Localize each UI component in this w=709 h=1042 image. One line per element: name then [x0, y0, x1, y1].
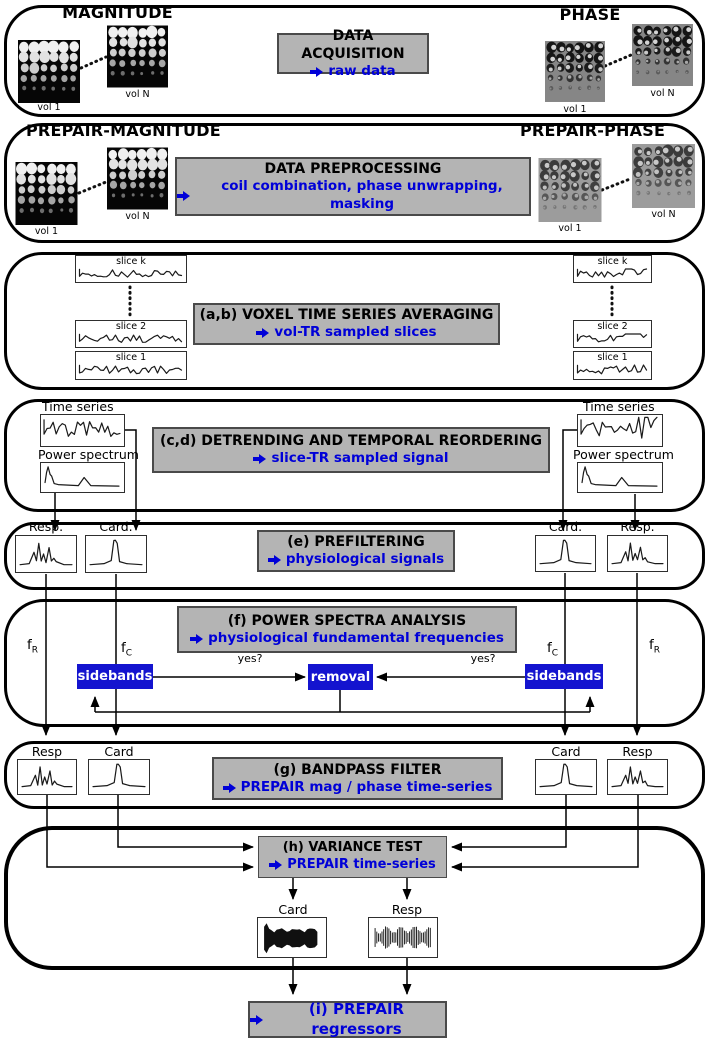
- arrow-right-icon: [190, 634, 203, 644]
- card-filtered-box: [88, 759, 150, 795]
- data-acquisition-box: [277, 27, 429, 79]
- arrow-right-icon: [177, 191, 190, 201]
- box-title: DATA ACQUISITION: [301, 27, 405, 62]
- arrow-right-icon: [269, 860, 282, 870]
- box-subtitle: coil combination, phase unwrapping, masking: [221, 178, 503, 212]
- power-spectrum-label: Power spectrum: [38, 447, 139, 462]
- power-spectrum-waveform: [578, 463, 662, 492]
- prepair-magnitude-title: PREPAIR-MAGNITUDE: [26, 121, 221, 140]
- card-filtered-waveform: [536, 760, 596, 794]
- time-series-label: Time series: [583, 399, 655, 414]
- slice-waveform: [76, 332, 186, 347]
- bandpass-box: [212, 757, 503, 800]
- resp-filtered-waveform: [608, 760, 667, 794]
- phase-title: PHASE: [559, 5, 621, 24]
- power-spectrum-label: Power spectrum: [573, 447, 674, 462]
- data-preprocessing-box: [175, 157, 531, 216]
- f-card-label-left: $f_C$: [121, 640, 133, 659]
- resp-filtered-box: [17, 759, 77, 795]
- box-subtitle: PREPAIR time-series: [287, 857, 436, 872]
- box-subtitle: physiological signals: [285, 551, 445, 568]
- prefiltering-box: [257, 530, 455, 572]
- resp-timeseries-box: [368, 917, 438, 958]
- resp-label: Resp: [391, 902, 423, 917]
- slice-k-label: slice k: [116, 256, 146, 267]
- card-label: Card: [551, 744, 581, 759]
- arrow-right-icon: [310, 67, 323, 77]
- magnitude-volN-image: [107, 25, 168, 88]
- slice-2-box-right: [573, 320, 652, 348]
- box-title: (a,b) VOXEL TIME SERIES AVERAGING: [199, 307, 494, 324]
- resp-label: Resp.: [620, 519, 655, 534]
- prepair-magnitude-volN-image: [107, 147, 168, 210]
- prepair-magnitude-vol1-image: [15, 162, 78, 225]
- resp-label: Resp: [31, 744, 63, 759]
- variance-test-box: [258, 836, 447, 878]
- resp-filtered-box: [607, 759, 668, 795]
- time-series-label: Time series: [42, 399, 114, 414]
- card-spectrum-box: [535, 535, 596, 572]
- voxel-averaging-box: [193, 303, 500, 345]
- phase-vol1-image: [545, 40, 605, 103]
- slice-waveform: [574, 267, 651, 282]
- volN-label: vol N: [125, 89, 150, 100]
- box-subtitle: raw data: [328, 62, 396, 79]
- arrow-right-icon: [268, 555, 281, 565]
- phase-volN-image: [632, 23, 693, 87]
- card-spectrum-waveform: [536, 536, 595, 571]
- box-title: (f) POWER SPECTRA ANALYSIS: [227, 612, 467, 629]
- yes-label-right: yes?: [470, 652, 496, 665]
- slice-2-label: slice 2: [115, 321, 147, 332]
- vol1-label: vol 1: [34, 226, 59, 237]
- arrow-right-icon: [256, 328, 269, 338]
- card-label: Card: [104, 744, 134, 759]
- prepair-phase-vol1-image: [538, 158, 602, 222]
- slice-waveform: [76, 363, 186, 379]
- time-series-box-right: [577, 414, 663, 447]
- card-timeseries-waveform: [258, 918, 326, 957]
- yes-label-left: yes?: [237, 652, 263, 665]
- prepair-phase-title: PREPAIR-PHASE: [520, 121, 666, 140]
- box-title: (h) VARIANCE TEST: [282, 840, 423, 856]
- resp-timeseries-waveform: [369, 918, 437, 957]
- card-spectrum-box: [85, 535, 147, 573]
- card-timeseries-box: [257, 917, 327, 958]
- power-spectra-box: [177, 606, 517, 653]
- box-title: (g) BANDPASS FILTER: [273, 761, 442, 778]
- resp-spectrum-waveform: [608, 536, 667, 571]
- regressors-label: (i) PREPAIR regressors: [308, 1000, 405, 1038]
- card-filtered-waveform: [89, 760, 149, 794]
- slice-waveform: [574, 332, 651, 347]
- magnitude-vol1-image: [18, 40, 80, 103]
- f-resp-label-right: $f_R$: [649, 637, 661, 656]
- card-label: Card.: [548, 519, 583, 534]
- power-spectrum-waveform: [41, 463, 124, 492]
- arrow-right-icon: [253, 454, 266, 464]
- box-subtitle: slice-TR sampled signal: [271, 450, 449, 467]
- detrending-box: [152, 427, 550, 473]
- slice-2-box-left: [75, 320, 187, 348]
- slice-2-label: slice 2: [597, 321, 628, 332]
- box-title: DATA PREPROCESSING: [264, 160, 442, 177]
- resp-spectrum-box: [15, 535, 77, 573]
- prepair-regressors-box: [248, 1001, 447, 1038]
- volN-label: vol N: [125, 211, 150, 222]
- slice-waveform: [76, 267, 186, 282]
- resp-label: Resp.: [28, 519, 64, 534]
- sidebands-box-right: sidebands: [525, 664, 603, 689]
- box-title: (e) PREFILTERING: [287, 534, 425, 551]
- resp-spectrum-box: [607, 535, 668, 572]
- resp-filtered-waveform: [18, 760, 76, 794]
- arrow-right-icon: [250, 1015, 263, 1025]
- volN-label: vol N: [651, 209, 676, 220]
- slice-1-label: slice 1: [115, 352, 147, 363]
- resp-label: Resp: [622, 744, 653, 759]
- removal-box: removal: [308, 664, 373, 690]
- box-subtitle: vol-TR sampled slices: [274, 324, 437, 341]
- slice-k-label: slice k: [597, 256, 628, 267]
- slice-1-label: slice 1: [597, 352, 628, 363]
- power-spectrum-box-right: [577, 462, 663, 493]
- slice-1-box-right: [573, 351, 652, 380]
- card-label: Card.: [99, 519, 133, 534]
- vol1-label: vol 1: [558, 223, 582, 234]
- f-resp-label-left: $f_R$: [27, 637, 39, 656]
- arrow-right-icon: [223, 783, 236, 793]
- box-title: (c,d) DETRENDING AND TEMPORAL REORDERING: [159, 433, 543, 450]
- card-filtered-box: [535, 759, 597, 795]
- time-series-box-left: [40, 414, 125, 447]
- card-label: Card: [278, 902, 308, 917]
- f-card-label-right: $f_C$: [547, 640, 559, 659]
- volN-label: vol N: [650, 88, 675, 99]
- time-series-waveform: [41, 415, 124, 446]
- box-subtitle: physiological fundamental frequencies: [208, 629, 504, 646]
- vol1-label: vol 1: [563, 104, 587, 115]
- box-subtitle: PREPAIR mag / phase time-series: [240, 778, 493, 795]
- resp-spectrum-waveform: [16, 536, 76, 572]
- magnitude-title: MAGNITUDE: [62, 3, 173, 22]
- slice-k-box-left: [75, 255, 187, 283]
- vol1-label: vol 1: [37, 102, 61, 113]
- slice-k-box-right: [573, 255, 652, 283]
- time-series-waveform: [578, 415, 662, 446]
- slice-waveform: [574, 363, 651, 379]
- slice-1-box-left: [75, 351, 187, 380]
- prepair-phase-volN-image: [632, 144, 695, 208]
- sidebands-box-left: sidebands: [77, 664, 153, 689]
- power-spectrum-box-left: [40, 462, 125, 493]
- card-spectrum-waveform: [86, 536, 146, 572]
